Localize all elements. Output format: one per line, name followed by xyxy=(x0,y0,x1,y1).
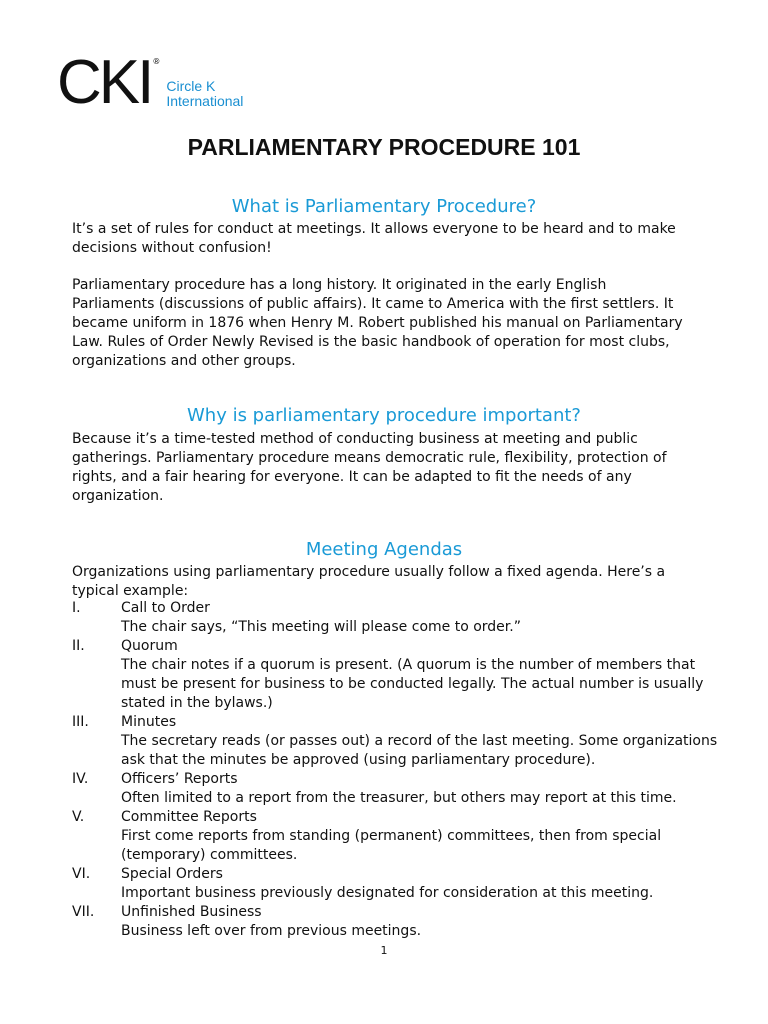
agenda-item-title: Special Orders xyxy=(121,866,223,882)
logo-registered-mark: ® xyxy=(152,57,161,66)
section-heading-meeting-agendas: Meeting Agendas xyxy=(305,539,463,560)
logo-text-line1: Circle K xyxy=(166,78,216,94)
paragraph-intro: It’s a set of rules for conduct at meetings. It allows everyone to be heard and to make decisions without confusion! xyxy=(72,221,676,256)
agenda-item-number: VII. xyxy=(72,904,95,920)
logo-text-line2: International xyxy=(166,93,244,109)
logo-text xyxy=(166,79,243,109)
agenda-item-number: IV. xyxy=(72,771,89,787)
agenda-item-number: III. xyxy=(72,714,89,730)
agenda-item-number: VI. xyxy=(72,866,91,882)
agenda-item-description: The chair notes if a quorum is present. (A quorum is the number of members that must be present for business to be conducted legally. The actual number is usually stated in the bylaws.) xyxy=(121,657,704,711)
paragraph-agenda-intro: Organizations using parliamentary procedure usually follow a fixed agenda. Here’s a typical example: xyxy=(72,564,666,599)
paragraph-why: Because it’s a time-tested method of conducting business at meeting and public gatherings. Parliamentary procedure means democratic rule, flexibility, protection of rights, and a fair hearing for everyone. It can be adapted to fit the needs of any organization. xyxy=(72,431,667,504)
section-heading-what-is: What is Parliamentary Procedure? xyxy=(231,196,537,217)
agenda-item xyxy=(72,903,732,941)
agenda-item-title: Committee Reports xyxy=(121,809,257,825)
agenda-item xyxy=(72,770,732,808)
paragraph-history: Parliamentary procedure has a long history. It originated in the early English Parliaments (discussions of public affairs). It came to America with the first settlers. It became uniform in 1876 when Henry M. Robert published his manual on Parliamentary Law. Rules of Order Newly Revised is the basic handbook of operation for most clubs, organizations and other groups. xyxy=(72,277,683,369)
agenda-item-number: V. xyxy=(72,809,85,825)
agenda-item-title: Call to Order xyxy=(121,600,210,616)
agenda-list xyxy=(72,599,732,941)
agenda-item-description: Business left over from previous meetings. xyxy=(121,923,422,939)
page-number: 1 xyxy=(380,944,388,957)
agenda-item xyxy=(72,637,732,713)
cki-logo xyxy=(57,48,244,117)
agenda-item-description: The secretary reads (or passes out) a record of the last meeting. Some organizations ask that the minutes be approved (using parliamentary procedure). xyxy=(121,733,718,768)
agenda-item-description: Important business previously designated for consideration at this meeting. xyxy=(121,885,654,901)
section-heading-why-important: Why is parliamentary procedure important? xyxy=(187,405,581,426)
agenda-item xyxy=(72,599,732,637)
document-title: PARLIAMENTARY PROCEDURE 101 xyxy=(187,134,581,160)
agenda-item-title: Officers’ Reports xyxy=(121,771,238,787)
agenda-item-title: Minutes xyxy=(121,714,177,730)
agenda-item-description: Often limited to a report from the treasurer, but others may report at this time. xyxy=(121,790,677,806)
agenda-item-description: First come reports from standing (permanent) committees, then from special (temporary) committees. xyxy=(121,828,662,863)
agenda-item-title: Unfinished Business xyxy=(121,904,262,920)
agenda-item-number: I. xyxy=(72,600,81,616)
logo-mark: CKI xyxy=(57,48,152,117)
agenda-item-number: II. xyxy=(72,638,85,654)
agenda-item xyxy=(72,808,732,865)
agenda-item xyxy=(72,713,732,770)
agenda-item-title: Quorum xyxy=(121,638,178,654)
agenda-item xyxy=(72,865,732,903)
agenda-item-description: The chair says, “This meeting will please come to order.” xyxy=(121,619,521,635)
